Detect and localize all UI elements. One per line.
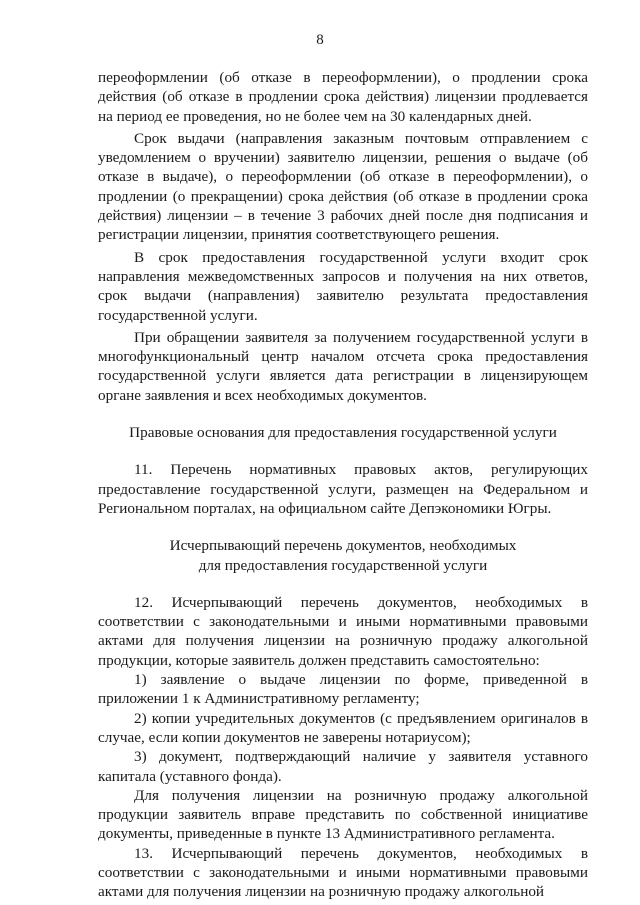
paragraph-item-13: 13. Исчерпывающий перечень документов, необходимых в соответствии с законодательными и иными нормативными правовыми актами для получения лицензии на розничную продажу алкогольной xyxy=(98,844,588,901)
paragraph-continuation: переоформлении (об отказе в переоформлении), о продлении срока действия (об отказе в продлении срока действия) лицензии продлевается на период ее проведения, но не более чем на 30 календарных дней. xyxy=(98,69,588,125)
paragraph-own-initiative: Для получения лицензии на розничную продажу алкогольной продукции заявитель вправе представить по собственной инициативе документы, приведенные в пункте 13 Административного регламента. xyxy=(98,786,588,843)
paragraph-item-11: 11. Перечень нормативных правовых актов, регулирующих предоставление государственной услуги, размещен на Федеральном и Региональном порталах, на официальном сайте Депэкономики Югры. xyxy=(98,461,588,517)
paragraph-mfc-application: При обращении заявителя за получением государственной услуги в многофункциональный центр началом отсчета срока предоставления государственной услуги является дата регистрации в лицензирующем органе заявления и всех необходимых документов. xyxy=(98,328,588,404)
section-heading-documents-line2: для предоставления государственной услуги xyxy=(198,556,488,574)
section-heading-legal-basis: Правовые основания для предоставления государственной услуги xyxy=(129,424,557,442)
list-item-2: 2) копии учредительных документов (с предъявлением оригиналов в случае, если копии документов не заверены нотариусом); xyxy=(98,709,588,746)
paragraph-service-term: В срок предоставления государственной услуги входит срок направления межведомственных запросов и получения на них ответов, срок выдачи (направления) заявителю результата предоставления государственной услуги. xyxy=(98,248,588,324)
document-body xyxy=(98,68,588,902)
page-number: 8 xyxy=(316,32,324,48)
paragraph-issuance-deadline: Срок выдачи (направления заказным почтовым отправлением с уведомлением о вручении) заявителю лицензии, решения о выдаче (об отказе в выдаче), о переоформлении (об отказе в переоформлении), о продлении (о прекращении) срока действия (об отказе в продлении срока действия) лицензии – в течение 3 рабочих дней после дня подписания и регистрации лицензии, принятия соответствующего решения. xyxy=(98,129,588,244)
paragraph-item-12: 12. Исчерпывающий перечень документов, необходимых в соответствии с законодательными и иными нормативными правовыми актами для получения лицензии на розничную продажу алкогольной продукции, которые заявитель должен представить самостоятельно: xyxy=(98,593,588,669)
list-item-1: 1) заявление о выдаче лицензии по форме, приведенной в приложении 1 к Административному регламенту; xyxy=(98,671,588,708)
list-item-3: 3) документ, подтверждающий наличие у заявителя уставного капитала (уставного фонда). xyxy=(98,748,588,785)
section-heading-documents-line1: Исчерпывающий перечень документов, необходимых xyxy=(169,537,517,555)
